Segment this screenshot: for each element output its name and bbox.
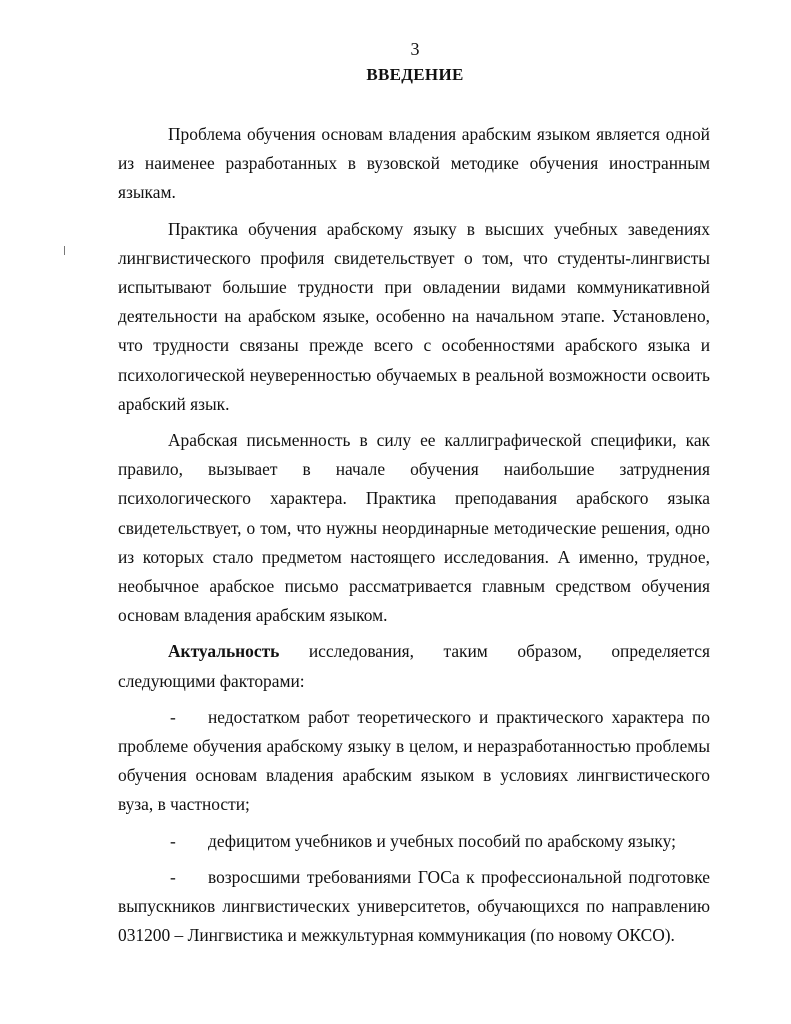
list-marker: - bbox=[170, 866, 176, 887]
page-number: 3 bbox=[410, 39, 420, 59]
list-item-text: дефицитом учебников и учебных пособий по арабскому языку; bbox=[208, 830, 676, 851]
paragraph-practice: Практика обучения арабскому языку в высших учебных заведениях лингвистического профиля свидетельствует о том, что студенты-лингвисты испытывают большие трудности при овладении видами коммуникативной деятельности на арабском языке, особенно на начальном этапе. Установлено, что трудности связаны прежде всего с особенностями арабского языка и психологической неуверенностью обучаемых в реальной возможности освоить арабский язык. bbox=[118, 218, 710, 414]
paragraph-writing: Арабская письменность в силу ее каллиграфической специфики, как правило, вызывает в начале обучения наибольшие затруднения психологического характера. Практика преподавания арабского языка свидетельствует, о том, что нужны неординарные методические решения, одно из которых стало предметом настоящего исследования. А именно, трудное, необычное арабское письмо рассматривается главным средством обучения основам владения арабским языком. bbox=[118, 430, 710, 626]
body-text bbox=[118, 120, 710, 957]
relevance-label: Актуальность bbox=[168, 641, 280, 662]
section-heading: ВВЕДЕНИЕ bbox=[366, 65, 464, 84]
list-item bbox=[118, 827, 710, 856]
paragraph-relevance bbox=[118, 637, 710, 695]
scan-mark bbox=[64, 246, 65, 255]
list-item bbox=[118, 863, 710, 951]
relevance-text: исследования, таким образом, определяется следующими факторами: bbox=[118, 641, 710, 691]
list-item bbox=[118, 703, 710, 820]
list-marker: - bbox=[170, 706, 176, 727]
list-item-text: возросшими требованиями ГОСа к профессиональной подготовке выпускников лингвистических университетов, обучающихся по направлению 031200 – Лингвистика и межкультурная коммуникация (по новому ОКСО). bbox=[118, 866, 710, 946]
list-marker: - bbox=[170, 830, 176, 851]
paragraph-problem: Проблема обучения основам владения арабским языком является одной из наименее разработанных в вузовской методике обучения иностранным языкам. bbox=[118, 124, 710, 203]
list-item-text: недостатком работ теоретического и практического характера по проблеме обучения арабскому языку в целом, и неразработанностью проблемы обучения основам владения арабским языком в условиях лингвистического вуза, в частности; bbox=[118, 706, 710, 815]
